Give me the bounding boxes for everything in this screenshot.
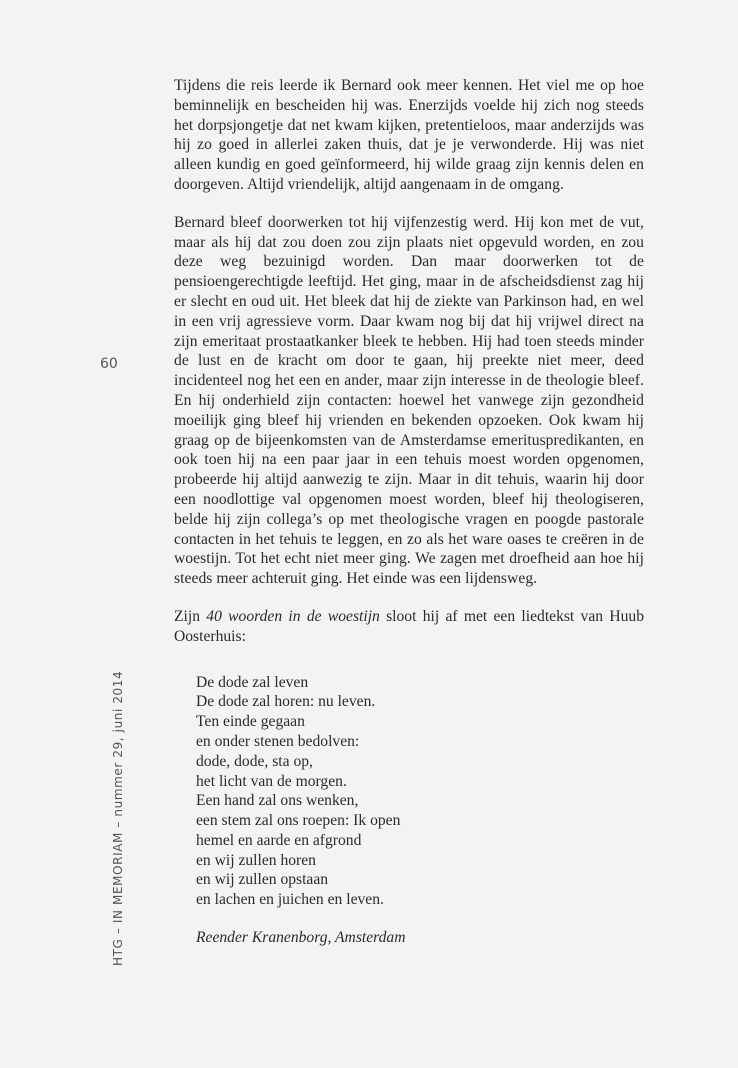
poem-line: een stem zal ons roepen: Ik open (196, 812, 401, 830)
poem-line: het licht van de morgen. (196, 772, 347, 790)
poem-line: Een hand zal ons wenken, (196, 792, 359, 810)
paragraph-2: Bernard bleef doorwerken tot hij vijfenzestig werd. Hij kon met de vut, maar als hij dat zou doen zou zijn plaats niet opgevuld worden, en zou deze weg bezuinigd worden. Dan maar doorwerken tot de pensioengerechtigde leeftijd. Het ging, maar in de afscheidsdienst zag hij er slecht en oud uit. Het bleek dat hij de ziekte van Parkinson had, en wel in een vrij agressieve vorm. Daar kwam nog bij dat hij vrijwel direct na zijn emeritaat prostaatkanker bleek te hebben. Hij had toen steeds minder de lust en de kracht om door te gaan, hij preekte niet meer, deed incidenteel nog het een en ander, maar zijn interesse in de theologie bleef. En hij onderhield zijn contacten: hoewel het vanwege zijn gezondheid moeilijk ging bleef hij vrienden en bekenden opzoeken. Ook kwam hij graag op de bijeenkomsten van de Amsterdamse emerituspredikanten, en ook toen hij na een paar jaar in een tehuis moest worden opgenomen, probeerde hij altijd aanwezig te zijn. Maar in dit tehuis, waarin hij door een noodlottige val opgenomen moest worden, bleef hij theologiseren, belde hij zijn collega’s op met theologische vragen en poogde pastorale contacten in het tehuis te leggen, en zo als het ware oases te creëren in de woestijn. Tot het echt niet meer ging. We zagen met droefheid aan hoe hij steeds meer achteruit ging. Het einde was een lijdensweg. (174, 213, 644, 588)
poem-line: Ten einde gegaan (196, 713, 305, 731)
poem-line: en wij zullen horen (196, 851, 316, 869)
paragraph-3-start: Zijn (174, 607, 207, 625)
poem-line: en onder stenen bedolven: (196, 732, 360, 750)
poem (196, 673, 644, 911)
paragraph-3-end: sloot hij af met een liedtekst van Huub Oosterhuis: (174, 607, 644, 645)
poem-line: hemel en aarde en afgrond (196, 831, 362, 849)
poem-line: en wij zullen opstaan (196, 871, 329, 889)
page-number: 60 (100, 356, 118, 372)
poem-line: De dode zal horen: nu leven. (196, 693, 376, 711)
article-body (174, 76, 644, 948)
poem-line: en lachen en juichen en leven. (196, 891, 384, 909)
book-title: 40 woorden in de woestijn (206, 607, 380, 625)
paragraph-1: Tijdens die reis leerde ik Bernard ook meer kennen. Het viel me op hoe beminnelijk en bescheiden hij was. Enerzijds voelde hij zich nog steeds het dorpsjongetje dat net kwam kijken, pretentieloos, maar anderzijds was hij zo goed in allerlei zaken thuis, dat je je verwonderde. Hij was niet alleen kundig en goed geïnformeerd, hij wilde graag zijn kennis delen en doorgeven. Altijd vriendelijk, altijd aangenaam in de omgang. (174, 77, 644, 193)
poem-line: De dode zal leven (196, 673, 309, 691)
poem-line: dode, dode, sta op, (196, 752, 313, 770)
paragraph-3 (174, 607, 644, 647)
running-head: HTG – IN MEMORIAM – nummer 29, juni 2014 (111, 670, 125, 966)
author-signature: Reender Kranenborg, Amsterdam (196, 929, 406, 947)
